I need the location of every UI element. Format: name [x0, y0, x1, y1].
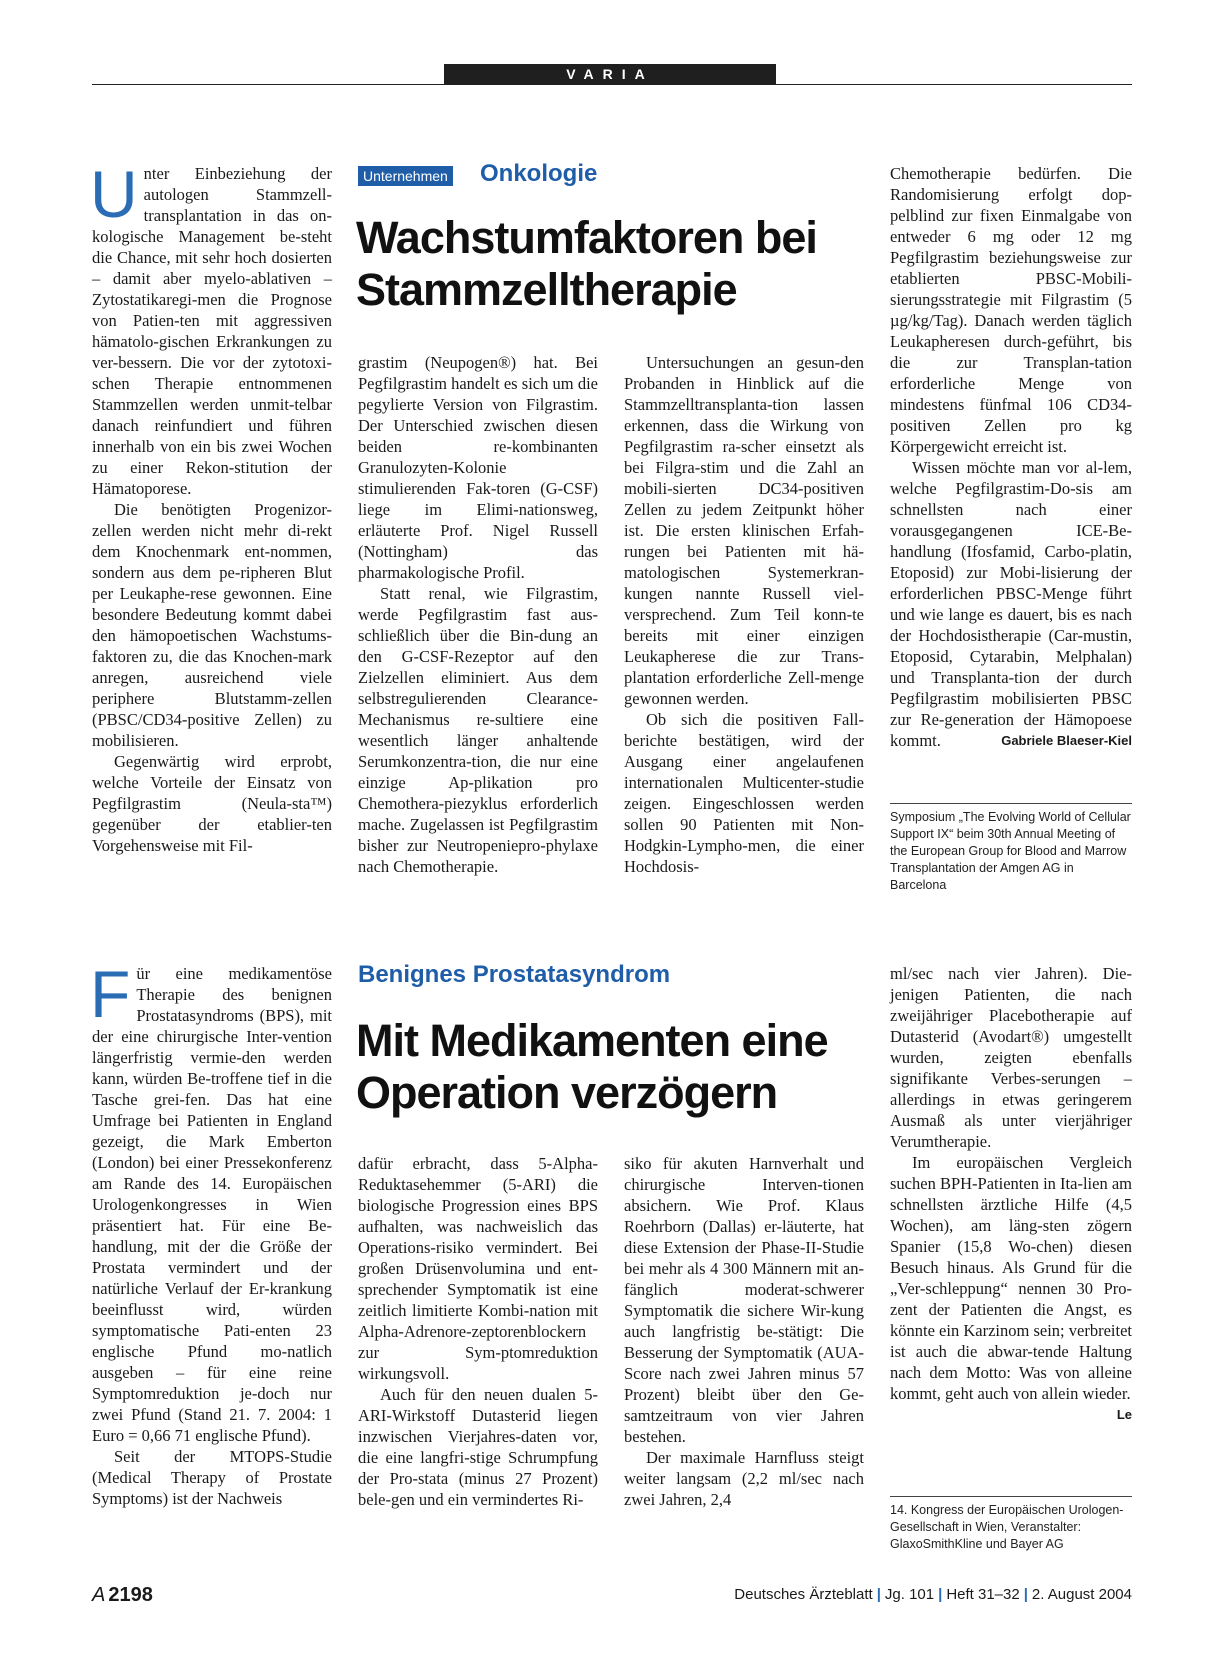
- article1-column3: [624, 352, 864, 877]
- article2-col3-p1: siko für akuten Harnverhalt und chirurgische Interven-tionen absichern. Wie Prof. Klaus Roehrborn (Dallas) er-läuterte, hat diese Extension der Phase-II-Studie bei mehr als 4 300 Männern mit an-fänglich moderat-schwerer Symptomatik die sichere Wir-kung auch langfristig be-stätigt: Die Besserung der Symptomatik (AUA-Score nach zwei Jahren minus 57 Prozent) bleibt über den Ge-samtzeitraum von vier Jahren bestehen.: [624, 1154, 864, 1446]
- article1-source-note: Symposium „The Evolving World of Cellular Support IX“ beim 30th Annual Meeting of the European Group for Blood and Marrow Transplantation der Amgen AG in Barcelona: [890, 803, 1132, 894]
- article1-kicker: Onkologie: [480, 160, 598, 187]
- footer-citation: [734, 1586, 1132, 1603]
- article1-col1-p3: Gegenwärtig wird erprobt, welche Vorteile der Einsatz von Pegfilgrastim (Neula-sta™) gegenüber der etablier-ten Vorgehensweise mit Fil-: [92, 752, 332, 855]
- article1-col3-p1: Untersuchungen an gesun-den Probanden in Hinblick auf die Stammzelltransplanta-tion lassen erkennen, dass die Wirkung von Pegfilgrastim ra-scher einsetzt als bei Filgra-stim und die Zahl an mobili-sierten DC34-positiven Zellen zu jedem Zeitpunkt höher ist. Die ersten klinischen Erfah-rungen bei Patienten mit hä-matologischen Systemerkran-kungen nannte Russell viel-versprechend. Zum Teil konn-te bereits mit einer einzigen Leukapherese die zur Trans-plantation erforderliche Zell-menge gewonnen werden.: [624, 353, 864, 708]
- article1-column4: [890, 163, 1132, 751]
- page-number-value: 2198: [108, 1584, 153, 1606]
- article1-col4-p2: Wissen möchte man vor al-lem, welche Pegfilgrastim-Do-sis am schnellsten nach einer vorausgegangenen ICE-Be-handlung (Ifosfamid, Carbo-platin, Etoposid) zur Mobi-lisierung der erforderlichen PBSC-Menge führt und wie lange es dauert, bis es nach der Hochdosistherapie (Car-mustin, Etoposid, Cytarabin, Melphalan) und Transplanta-tion der durch Pegfilgrastim mobilisierten PBSC zur Re-generation der Hämopoese kommt.: [890, 458, 1132, 750]
- article1-col1-p1: nter Einbeziehung der autologen Stammzell-transplantation in das on-kologische Management be-steht die Chance, mit sehr hoch dosierten – damit aber myelo-ablativen – Zytostatikaregi-men die Prognose von Patien-ten mit aggressiven hämatolo-gischen Erkrankungen zu ver-bessern. Die vor der zytotoxi-schen Therapie entnommenen Stammzellen werden unmit-telbar danach reinfundiert und führen innerhalb von ein bis zwei Wochen zu einer Rekon-stitution der Hämatoporese.: [92, 164, 332, 498]
- article1-headline-line1: Wachstumfaktoren bei: [356, 212, 817, 263]
- separator-icon: |: [876, 1586, 881, 1603]
- article1-col4-p1: Chemotherapie bedürfen. Die Randomisierung erfolgt dop-pelblind zur fixen Einmalgabe von entweder 6 mg oder 12 mg Pegfilgrastim beziehungsweise zur etablierten PBSC-Mobili-sierungsstrategie mit Filgrastim (5 µg/kg/Tag). Danach werden täglich Leukapheresen durch-geführt, bis die zur Transplan-tation erforderliche Menge von mindestens fünfmal 106 CD34-positiven Zellen pro kg Körpergewicht erreicht ist.: [890, 164, 1132, 456]
- article2-column4: [890, 963, 1132, 1425]
- article2-column2: [358, 1153, 598, 1510]
- article1-column2: [358, 352, 598, 877]
- article2-kicker: Benignes Prostatasyndrom: [358, 961, 671, 988]
- article1-dropcap: U: [90, 157, 138, 231]
- separator-icon: |: [938, 1586, 943, 1603]
- article2-author: Le: [1116, 1407, 1132, 1422]
- journal-name: Deutsches Ärzteblatt: [734, 1586, 873, 1603]
- issue: Heft 31–32: [946, 1586, 1020, 1603]
- article2-dropcap: F: [90, 957, 131, 1031]
- article2-col1-p2: Seit der MTOPS-Studie (Medical Therapy of Prostate Symptoms) ist der Nachweis: [92, 1447, 332, 1508]
- article2-col1-p1: ür eine medikamentöse Therapie des benignen Prostatasyndroms (BPS), mit der eine chirurgische Inter-vention längerfristig vermie-den werden kann, würden Be-troffene tief in die Tasche grei-fen. Das hat eine Umfrage bei Patienten in England gezeigt, die Mark Emberton (London) bei einer Pressekonferenz am Rande des 14. Europäischen Urologenkongresses in Wien präsentiert hat. Für eine Be-handlung, mit der die Größe der Prostata vermindert und der natürliche Verlauf der Er-krankung beeinflusst wird, würden symptomatische Pati-enten 23 englische Pfund mo-natlich ausgeben – für eine reine Symptomreduktion je-doch nur zwei Pfund (Stand 21. 7. 2004: 1 Euro = 0,66 71 englische Pfund).: [92, 964, 332, 1445]
- volume: Jg. 101: [884, 1586, 935, 1603]
- page-prefix: A: [92, 1584, 106, 1606]
- section-label: VARIA: [444, 64, 776, 85]
- article1-col2-p1: grastim (Neupogen®) hat. Bei Pegfilgrastim handelt es sich um die pegylierte Version von Filgrastim. Der Unterschied zwischen diesen beiden re-kombinanten Granulozyten-Kolonie stimulierenden Fak-toren (G-CSF) liege im Elimi-nationsweg, erläuterte Prof. Nigel Russell (Nottingham) das pharmakologische Profil.: [358, 353, 598, 582]
- article2-col4-p2: Im europäischen Vergleich suchen BPH-Patienten in Ita-lien am schnellsten ärztliche Hilfe (4,5 Wochen), am läng-sten zögern Spanier (15,8 Wo-chen) diesen Besuch hinaus. Als Grund für die „Ver-schleppung“ nennen 30 Pro-zent der Patienten die Angst, es könnte ein Karzinom sein; verbreitet ist auch die abwar-tende Haltung nach dem Motto: Was von alleine kommt, geht auch von allein wieder.: [890, 1153, 1132, 1403]
- article2-column3: [624, 1153, 864, 1510]
- page-number: [92, 1584, 153, 1607]
- article2-column1: [90, 957, 332, 1509]
- separator-icon: |: [1023, 1586, 1028, 1603]
- issue-date: 2. August 2004: [1031, 1586, 1132, 1603]
- article1-headline: [356, 212, 817, 316]
- article1-column1: [90, 157, 332, 856]
- article1-author: Gabriele Blaeser-Kiel: [1001, 733, 1132, 748]
- article2-col2-p1: dafür erbracht, dass 5-Alpha-Reduktasehemmer (5-ARI) die biologische Progression eines BPS aufhalten, was nachweislich das Operations-risiko vermindert. Bei großen Drüsenvolumina und ent-sprechender Symptomatik ist eine zeitlich limitierte Kombi-nation mit Alpha-Adrenore-zeptorenblockern zur Sym-ptomreduktion wirkungsvoll.: [358, 1154, 598, 1383]
- article1-headline-line2: Stammzelltherapie: [356, 264, 737, 315]
- article2-col4-p1: ml/sec nach vier Jahren). Die-jenigen Patienten, die nach zweijähriger Placebotherapie auf Dutasterid (Avodart®) umgestellt wurden, zeigten ebenfalls signifikante Verbes-serungen – allerdings in etwas geringerem Ausmaß als unter vierjähriger Verumtherapie.: [890, 964, 1132, 1151]
- article2-headline-line1: Mit Medikamenten eine: [356, 1015, 828, 1066]
- article2-headline: [356, 1015, 828, 1119]
- article2-col2-p2: Auch für den neuen dualen 5-ARI-Wirkstoff Dutasterid liegen inzwischen Vierjahres-daten vor, die eine langfri-stige Schrumpfung der Pro-stata (minus 27 Prozent) bele-gen und ein vermindertes Ri-: [358, 1385, 598, 1509]
- category-tag: Unternehmen: [358, 166, 453, 186]
- article1-col2-p2: Statt renal, wie Filgrastim, werde Pegfilgrastim fast aus-schließlich über die Bin-dung an den G-CSF-Rezeptor auf den Zielzellen eliminiert. Aus dem selbstregulierenden Clearance-Mechanismus re-sultiere eine wesentlich länger anhaltende Serumkonzentra-tion, die nur eine einzige Ap-plikation pro Chemothera-piezyklus erforderlich mache. Zugelassen ist Pegfilgrastim bisher zur Neutropeniepro-phylaxe nach Chemotherapie.: [358, 584, 598, 876]
- article2-source-note: 14. Kongress der Europäischen Urologen-Gesellschaft in Wien, Veranstalter: GlaxoSmithKline und Bayer AG: [890, 1496, 1132, 1553]
- article1-col3-p2: Ob sich die positiven Fall-berichte bestätigen, wird der Ausgang einer angelaufenen internationalen Multicenter-studie zeigen. Eingeschlossen werden sollen 90 Patienten mit Non-Hodgkin-Lympho-men, die einer Hochdosis-: [624, 710, 864, 876]
- article1-col1-p2: Die benötigten Progenizor-zellen werden nicht mehr di-rekt dem Knochenmark ent-nommen, sondern aus dem pe-ripheren Blut per Leukaphe-rese gewonnen. Eine besondere Bedeutung kommt dabei den hämopoetischen Wachstums-faktoren zu, die das Knochen-mark anregen, ausreichend viele periphere Blutstamm-zellen (PBSC/CD34-positive Zellen) zu mobilisieren.: [92, 500, 332, 750]
- article2-col3-p2: Der maximale Harnfluss steigt weiter langsam (2,2 ml/sec nach zwei Jahren, 2,4: [624, 1448, 864, 1509]
- article2-headline-line2: Operation verzögern: [356, 1067, 778, 1118]
